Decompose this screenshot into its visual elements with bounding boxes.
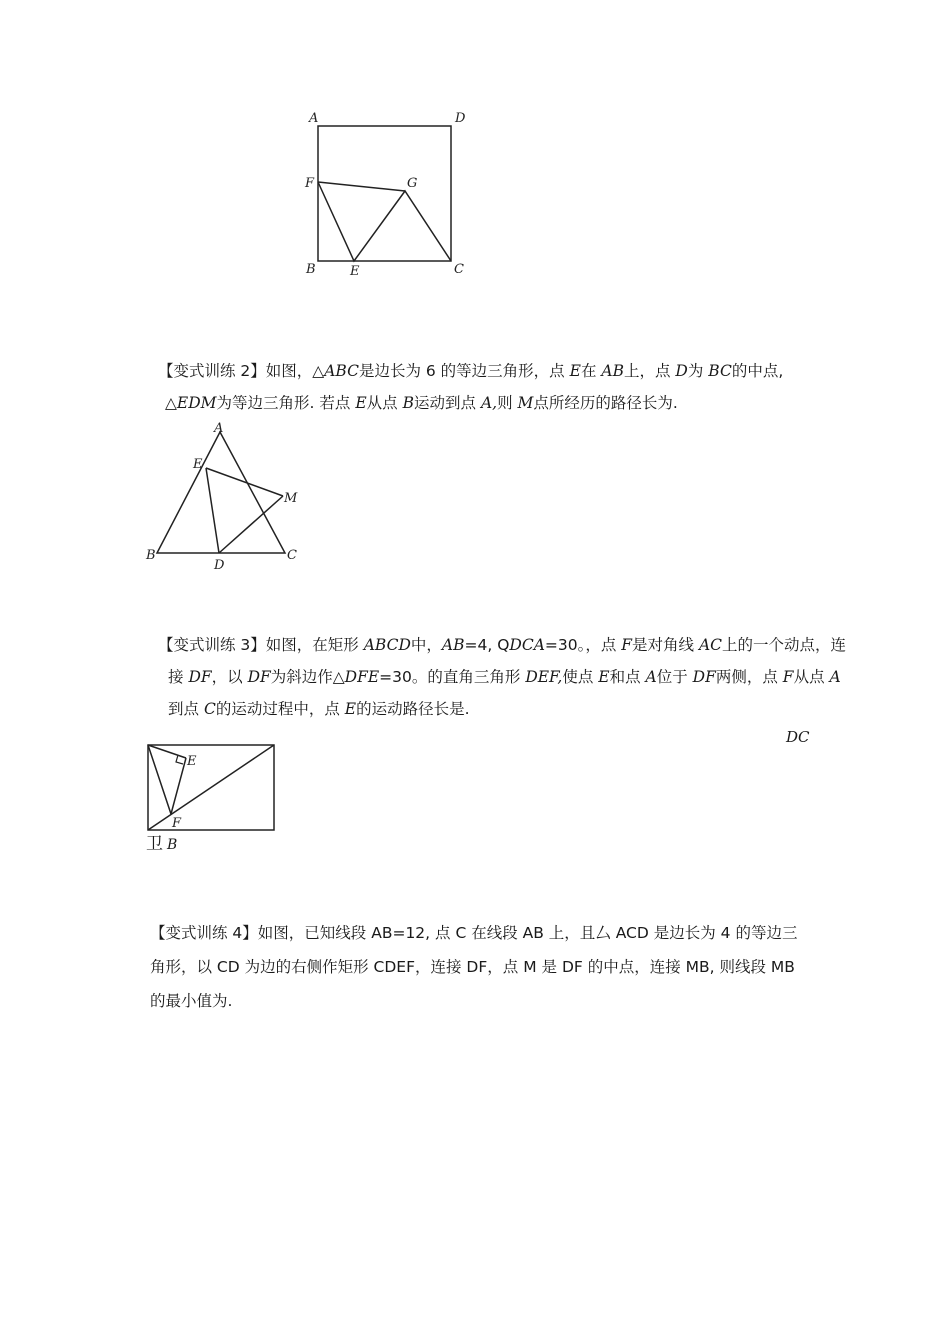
segment-df bbox=[148, 745, 171, 814]
text: 的运动过程中，点 bbox=[215, 700, 345, 718]
math: AB bbox=[441, 636, 465, 654]
text: 从点 bbox=[793, 668, 830, 686]
figure-triangle bbox=[140, 420, 315, 575]
label-g: G bbox=[407, 176, 418, 191]
text: 为等边三角形. 若点 bbox=[216, 394, 356, 412]
text: 运动到点 bbox=[414, 394, 481, 412]
text: ，以 bbox=[211, 668, 248, 686]
label-e: E bbox=[193, 457, 203, 472]
text: 到点 bbox=[168, 700, 204, 718]
figure-rectangle bbox=[140, 738, 285, 838]
text: 的中点, bbox=[731, 362, 784, 380]
math: DF bbox=[188, 668, 212, 686]
math: AC bbox=[698, 636, 723, 654]
text: 的运动路径长是. bbox=[356, 700, 470, 718]
text: 上的一个动点，连 bbox=[722, 636, 847, 654]
text: =4, Q bbox=[464, 636, 510, 654]
label-m: M bbox=[284, 491, 298, 506]
figure-square bbox=[295, 105, 485, 285]
text: 从点 bbox=[366, 394, 403, 412]
ex2-line1 bbox=[158, 355, 783, 387]
label-e: E bbox=[350, 264, 360, 279]
math: △EDM bbox=[165, 394, 217, 412]
math: DF bbox=[692, 668, 716, 686]
text: 位于 bbox=[656, 668, 693, 686]
label-b: B bbox=[306, 262, 316, 277]
text: 两侧，点 bbox=[715, 668, 783, 686]
math: E bbox=[598, 668, 610, 686]
square-abcd bbox=[318, 126, 451, 261]
segment-dm bbox=[219, 496, 283, 553]
label-e: E bbox=[187, 754, 197, 769]
ex3-line1 bbox=[158, 629, 846, 661]
text: 卫 bbox=[146, 834, 163, 854]
math: E bbox=[344, 700, 357, 718]
ex3-line3 bbox=[168, 693, 470, 725]
text: 为 bbox=[687, 362, 709, 380]
label-c: C bbox=[287, 548, 297, 563]
path-b-f-g-c bbox=[318, 182, 451, 261]
math: A bbox=[829, 668, 841, 686]
ex2-line2 bbox=[165, 387, 678, 419]
math: ABCD bbox=[363, 636, 411, 654]
text: =30。，点 bbox=[544, 636, 622, 654]
math: BC bbox=[708, 362, 732, 380]
math: △ABC bbox=[312, 362, 359, 380]
text: 为斜边作△ bbox=[270, 668, 345, 686]
math: DEF, bbox=[525, 668, 563, 686]
label-d: D bbox=[214, 558, 225, 573]
label-b: B bbox=[146, 548, 156, 563]
math: DFE bbox=[344, 668, 380, 686]
math: B bbox=[167, 837, 178, 853]
text: 是对角线 bbox=[632, 636, 699, 654]
text: 中， bbox=[410, 636, 442, 654]
label-f: F bbox=[172, 816, 182, 831]
math: M bbox=[517, 394, 534, 412]
segment-fg bbox=[318, 182, 405, 191]
triangle-abc bbox=[157, 432, 285, 553]
segment-em bbox=[206, 468, 283, 496]
text: 【变式训练 3】如图，在矩形 bbox=[158, 636, 364, 654]
text: 接 bbox=[168, 668, 189, 686]
ex4-line1: 【变式训练 4】如图，已知线段 AB=12, 点 C 在线段 AB 上，且厶 ACD 是边长为 4 的等边三 bbox=[150, 924, 798, 942]
math: A, bbox=[480, 394, 498, 412]
math: E bbox=[569, 362, 581, 380]
text: 和点 bbox=[609, 668, 646, 686]
label-d: D bbox=[455, 111, 466, 126]
math: C bbox=[203, 700, 216, 718]
text: 点所经历的路径长为. bbox=[533, 394, 678, 412]
segment-de bbox=[148, 745, 186, 758]
ex4-line3: 的最小值为. bbox=[150, 992, 233, 1010]
math: B bbox=[402, 394, 414, 412]
text: 使点 bbox=[562, 668, 599, 686]
label-a: A bbox=[309, 111, 319, 126]
text: 在 bbox=[580, 362, 602, 380]
segment-ed bbox=[206, 468, 219, 553]
math: D bbox=[675, 362, 688, 380]
glyph-below-figure bbox=[146, 832, 177, 857]
ex4-line2: 角形，以 CD 为边的右侧作矩形 CDEF，连接 DF，点 M 是 DF 的中点，连接 MB, 则线段 MB bbox=[150, 958, 795, 976]
dc-label: DC bbox=[786, 728, 810, 746]
diagonal-ac bbox=[148, 745, 274, 830]
text: 【变式训练 2】如图， bbox=[158, 362, 313, 380]
ex3-line2 bbox=[168, 661, 841, 693]
text: =30。的直角三角形 bbox=[379, 668, 526, 686]
math: AB bbox=[601, 362, 624, 380]
label-a: A bbox=[214, 421, 224, 436]
text: 是边长为 6 的等边三角形，点 bbox=[358, 362, 570, 380]
math: F bbox=[782, 668, 794, 686]
math: E bbox=[355, 394, 367, 412]
math: F bbox=[621, 636, 633, 654]
math: A bbox=[645, 668, 657, 686]
label-c: C bbox=[454, 262, 464, 277]
math: DCA bbox=[509, 636, 545, 654]
label-f: F bbox=[305, 176, 315, 191]
math: DF bbox=[247, 668, 271, 686]
text: 上，点 bbox=[623, 362, 676, 380]
text: 则 bbox=[497, 394, 518, 412]
